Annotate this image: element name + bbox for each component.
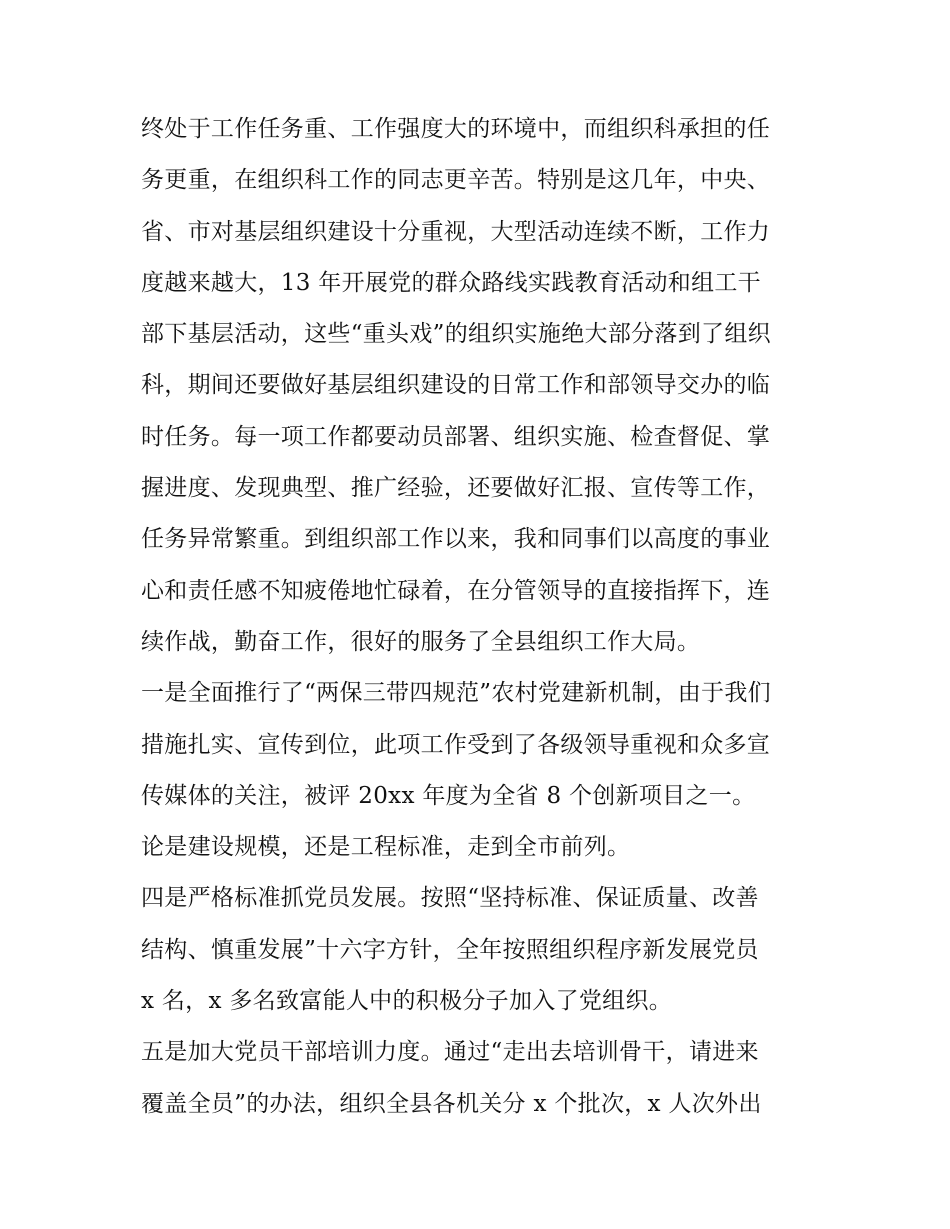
text-line: 一是全面推行了“两保三带四规范”农村党建新机制，由于我们 bbox=[141, 680, 771, 707]
text-line: 传媒体的关注，被评 20xx 年度为全省 8 个创新项目之一。 bbox=[141, 782, 756, 809]
text-line: 时任务。每一项工作都要动员部署、组织实施、检查督促、掌 bbox=[141, 423, 771, 450]
text-line: 四是严格标准抓党员发展。按照“坚持标准、保证质量、改善 bbox=[141, 885, 759, 912]
text-line: 省、市对基层组织建设十分重视，大型活动连续不断，工作力 bbox=[141, 218, 771, 245]
text-line: 论是建设规模，还是工程标准，走到全市前列。 bbox=[141, 834, 631, 861]
text-line: x 名，x 多名致富能人中的积极分子加入了党组织。 bbox=[141, 988, 673, 1015]
text-line: 终处于工作任务重、工作强度大的环境中，而组织科承担的任 bbox=[141, 116, 771, 142]
text-line: 科，期间还要做好基层组织建设的日常工作和部领导交办的临 bbox=[141, 372, 771, 399]
text-line: 续作战，勤奋工作，很好的服务了全县组织工作大局。 bbox=[141, 628, 701, 655]
text-line: 部下基层活动，这些“重头戏”的组织实施绝大部分落到了组织 bbox=[141, 321, 771, 348]
text-line: 心和责任感不知疲倦地忙碌着，在分管领导的直接指挥下，连 bbox=[141, 577, 771, 604]
text-line: 任务异常繁重。到组织部工作以来，我和同事们以高度的事业 bbox=[141, 526, 771, 553]
text-line: 结构、慎重发展”十六字方针，全年按照组织程序新发展党员 bbox=[141, 936, 759, 963]
text-line: 覆盖全员”的办法，组织全县各机关分 x 个批次，x 人次外出 bbox=[141, 1090, 762, 1117]
text-line: 措施扎实、宣传到位，此项工作受到了各级领导重视和众多宣 bbox=[141, 731, 771, 758]
text-line: 务更重，在组织科工作的同志更辛苦。特别是这几年，中央、 bbox=[141, 167, 771, 194]
text-line: 握进度、发现典型、推广经验，还要做好汇报、宣传等工作， bbox=[141, 475, 771, 502]
text-line: 五是加大党员干部培训力度。通过“走出去培训骨干，请进来 bbox=[141, 1039, 759, 1066]
body-text bbox=[141, 104, 821, 1130]
text-line: 度越来越大，13 年开展党的群众路线实践教育活动和组工干 bbox=[141, 269, 761, 296]
